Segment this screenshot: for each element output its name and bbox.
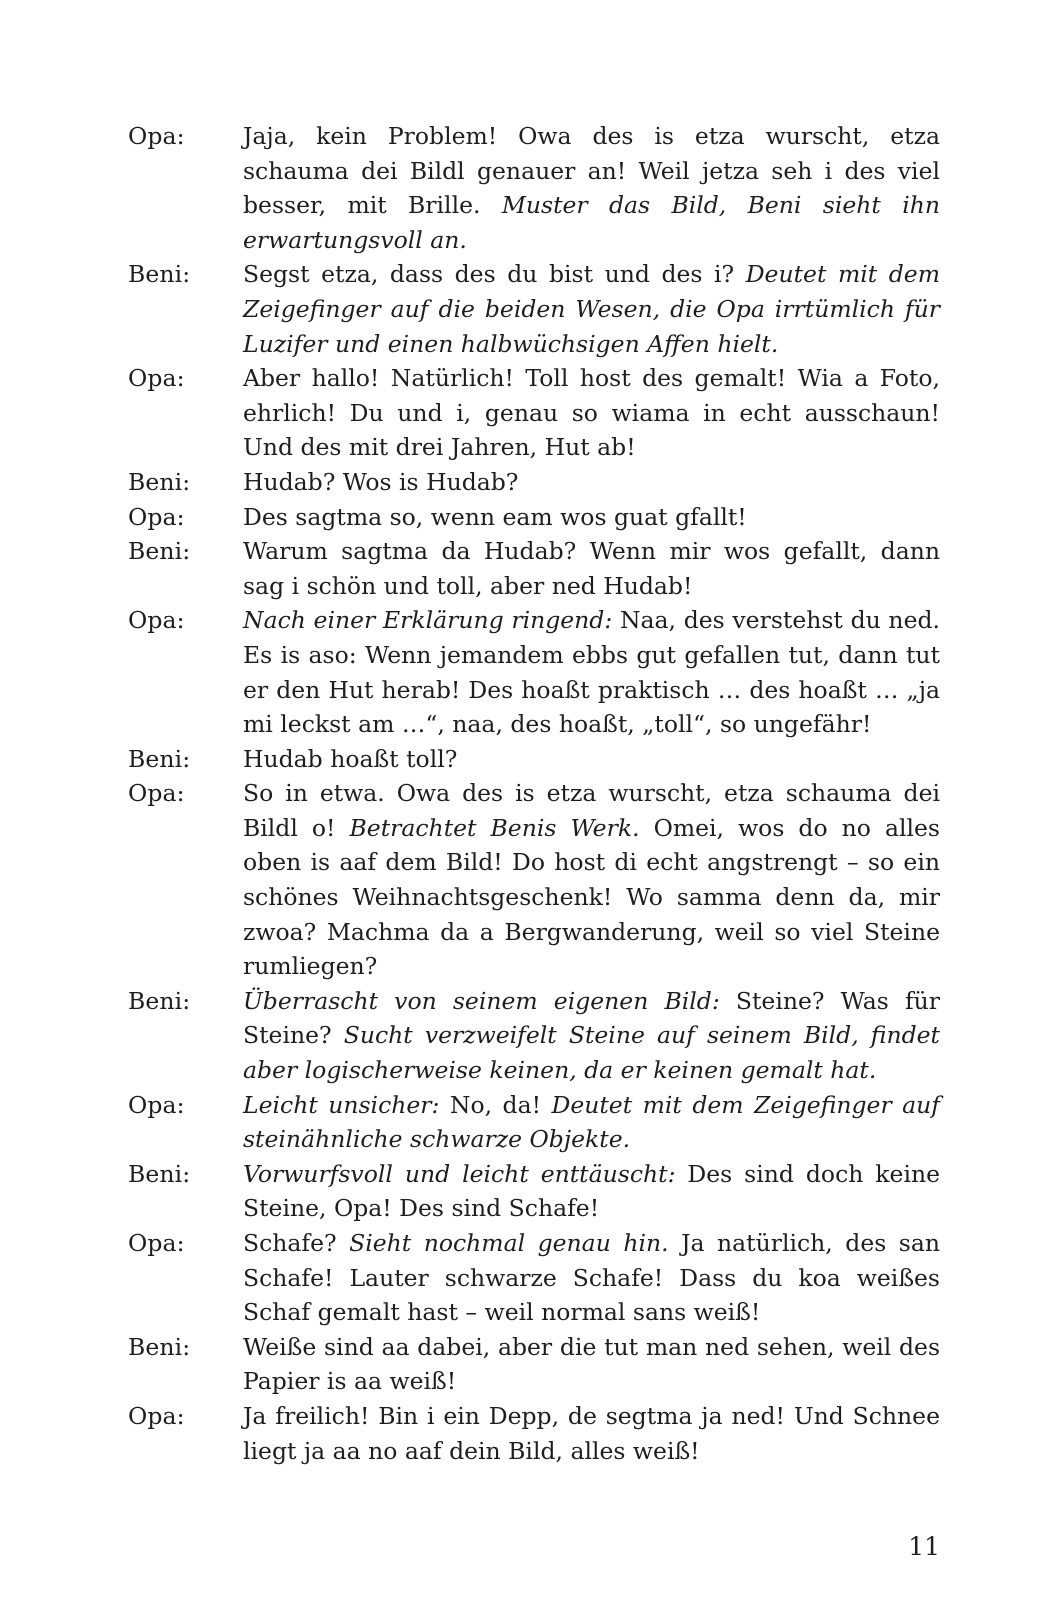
speaker-name: Beni: bbox=[128, 1332, 191, 1361]
speech-text bbox=[243, 1226, 940, 1330]
dialogue-entry bbox=[128, 1330, 940, 1399]
dialogue-entry bbox=[128, 1088, 940, 1157]
speech-text bbox=[243, 984, 940, 1088]
stage-direction: Muster das Bild, Beni sieht ihn erwartungsvoll an. bbox=[243, 191, 940, 254]
speaker-name: Opa: bbox=[128, 1229, 185, 1257]
spoken-line: Hudab? Wos is Hudab? bbox=[243, 467, 519, 496]
speaker-name: Opa: bbox=[128, 1401, 185, 1430]
speech-text bbox=[243, 465, 940, 500]
spoken-line: Weiße sind aa dabei, aber die tut man ned sehen, weil des Papier is aa weiß! bbox=[243, 1332, 940, 1396]
dialogue-entry bbox=[128, 984, 940, 1088]
dialogue-entry bbox=[128, 119, 940, 257]
spoken-line: Omei, wos do no alles oben is aaf dem Bild! Do host di echt angstrengt – so ein schönes Weihnachtsgeschenk! Wo samma denn da, mir zwoa? Machma da a Bergwanderung, weil so viel Steine rumliegen? bbox=[243, 813, 940, 981]
spoken-line: Hudab hoaßt toll? bbox=[243, 744, 458, 773]
stage-direction: Deutet mit dem Zeigefinger auf steinähnliche schwarze Objekte. bbox=[243, 1090, 940, 1154]
stage-direction: Vorwurfsvoll und leicht enttäuscht: bbox=[243, 1159, 676, 1188]
speech-text bbox=[243, 742, 940, 777]
spoken-line: Jaja, kein Problem! Owa des is etza wurscht, etza schauma dei Bildl genauer an! Weil jetza seh i des viel besser, mit Brille. bbox=[243, 122, 940, 220]
speech-text bbox=[243, 1088, 940, 1157]
spoken-line: Des sind doch keine Steine, Opa! Des sind Schafe! bbox=[243, 1159, 941, 1223]
stage-direction: Sucht verzweifelt Steine auf seinem Bild, findet aber logischerweise keinen, da er keinen gemalt hat. bbox=[243, 1021, 941, 1085]
dialogue-entry bbox=[128, 361, 940, 465]
speaker-name: Opa: bbox=[128, 779, 185, 808]
dialogue-entry bbox=[128, 534, 940, 603]
speaker-name: Beni: bbox=[128, 986, 191, 1015]
speaker-name: Beni: bbox=[128, 537, 191, 566]
speaker-name: Beni: bbox=[128, 260, 191, 289]
spoken-line: No, da! bbox=[439, 1090, 552, 1119]
dialogue-entry bbox=[128, 1226, 940, 1330]
spoken-line: Des sagtma so, wenn eam wos guat gfallt! bbox=[243, 502, 747, 531]
dialogue-entry bbox=[128, 465, 940, 500]
stage-direction: Nach einer Erklärung ringend: bbox=[243, 606, 613, 635]
spoken-line: Steine? Was für Steine? bbox=[243, 986, 941, 1050]
dialogue-entry bbox=[128, 603, 940, 741]
stage-direction: Betrachtet Benis Werk. bbox=[349, 813, 640, 842]
spoken-line: Warum sagtma da Hudab? Wenn mir wos gefallt, dann sag i schön und toll, aber ned Hudab! bbox=[243, 537, 940, 600]
spoken-line: Segst etza, dass des du bist und des i? bbox=[243, 260, 746, 289]
dialogue-entry bbox=[128, 776, 940, 984]
speaker-name: Beni: bbox=[128, 1159, 191, 1188]
speaker-name: Opa: bbox=[128, 1090, 185, 1119]
dialogue-entry bbox=[128, 1399, 940, 1468]
speech-text bbox=[243, 119, 940, 257]
speech-text bbox=[243, 1157, 940, 1226]
stage-direction: Sieht nochmal genau hin. bbox=[349, 1229, 669, 1257]
stage-direction: Deutet mit dem Zeigefinger auf die beiden Wesen, die Opa irrtümlich für Luzifer und einen halbwüchsigen Affen hielt. bbox=[243, 260, 940, 358]
dialogue-entry bbox=[128, 1157, 940, 1226]
speaker-name: Beni: bbox=[128, 467, 191, 496]
spoken-line: Aber hallo! Natürlich! Toll host des gemalt! Wia a Foto, ehrlich! Du und i, genau so wiama in echt ausschaun! Und des mit drei Jahren, Hut ab! bbox=[243, 364, 940, 462]
spoken-line: Naa, des verstehst du ned. Es is aso: Wenn jemandem ebbs gut gefallen tut, dann tut er den Hut herab! Des hoaßt praktisch … des hoaßt … „ja mi leckst am …“, naa, des hoaßt, „toll“, so ungefähr! bbox=[243, 606, 940, 739]
speech-text bbox=[243, 500, 940, 535]
spoken-line: Ja freilich! Bin i ein Depp, de segtma ja ned! Und Schnee liegt ja aa no aaf dein Bild, alles weiß! bbox=[243, 1401, 940, 1465]
speaker-name: Opa: bbox=[128, 122, 185, 150]
stage-direction: Überrascht von seinem eigenen Bild: bbox=[243, 986, 720, 1015]
speaker-name: Opa: bbox=[128, 364, 185, 393]
spoken-line: Ja natürlich, des san Schafe! Lauter schwarze Schafe! Dass du koa weißes Schaf gemalt hast – weil normal sans weiß! bbox=[243, 1229, 940, 1327]
spoken-line: So in etwa. Owa des is etza wurscht, etza schauma dei Bildl o! bbox=[243, 779, 940, 842]
spoken-line: Schafe? bbox=[243, 1229, 350, 1257]
stage-direction: Leicht unsicher: bbox=[243, 1090, 440, 1119]
speaker-name: Opa: bbox=[128, 502, 185, 531]
speech-text bbox=[243, 361, 940, 465]
dialogue-entry bbox=[128, 500, 940, 535]
speech-text bbox=[243, 776, 940, 984]
dialogue-entry bbox=[128, 257, 940, 361]
dialogue-entry bbox=[128, 742, 940, 777]
dialogue-script bbox=[128, 119, 940, 1468]
speaker-name: Opa: bbox=[128, 606, 185, 635]
speaker-name: Beni: bbox=[128, 744, 191, 773]
speech-text bbox=[243, 1330, 940, 1399]
speech-text bbox=[243, 257, 940, 361]
page-number: 11 bbox=[908, 1532, 940, 1561]
speech-text bbox=[243, 1399, 940, 1468]
speech-text bbox=[243, 603, 940, 741]
speech-text bbox=[243, 534, 940, 603]
